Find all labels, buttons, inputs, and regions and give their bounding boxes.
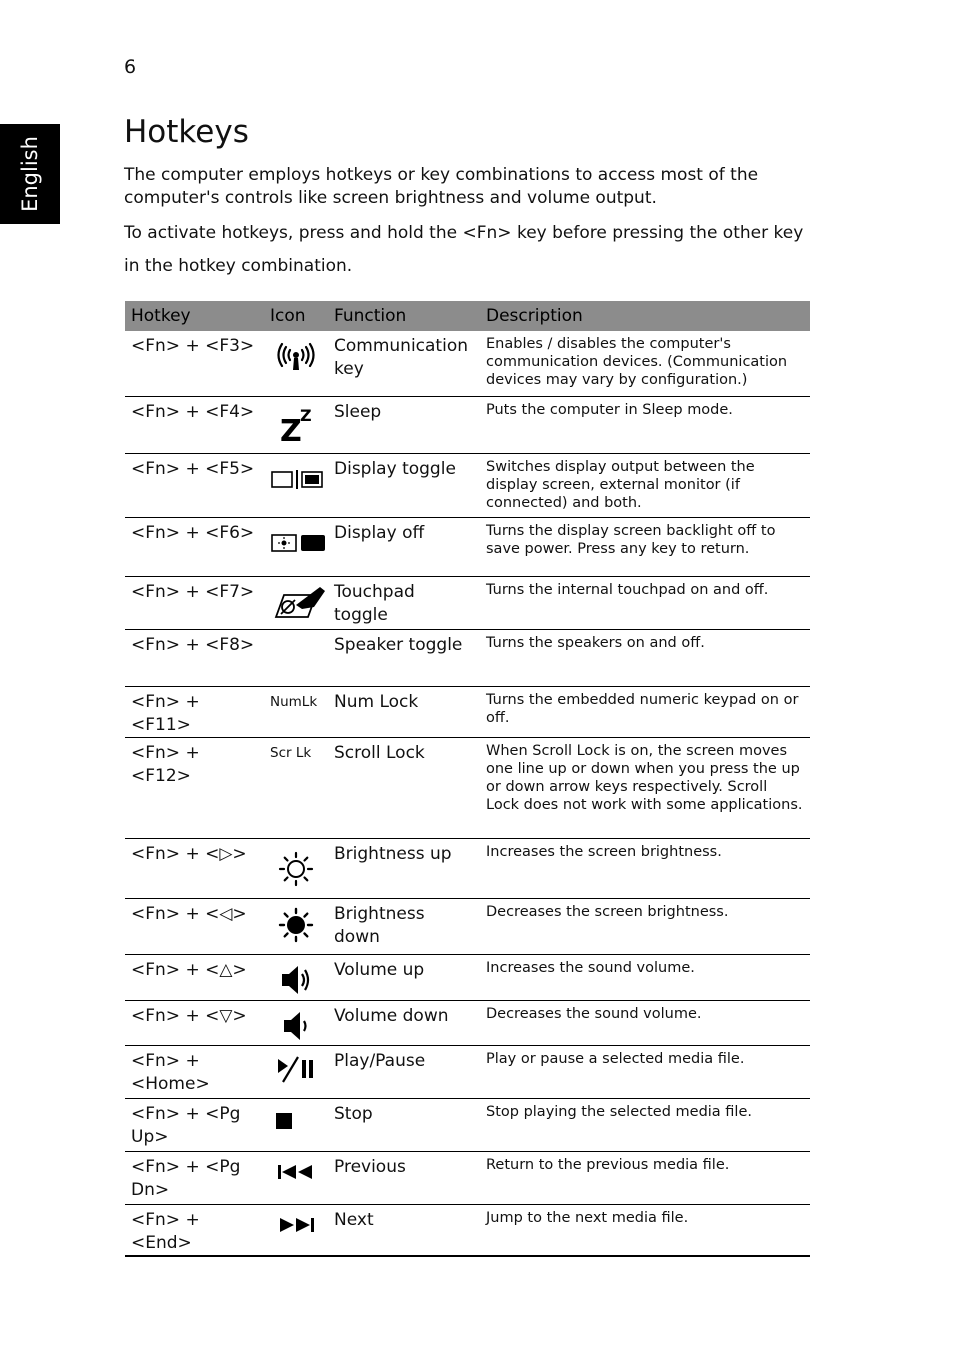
hotkey-cell: <Fn> + <F5> xyxy=(125,453,264,517)
table-row xyxy=(125,396,810,453)
function-cell: Display off xyxy=(328,517,480,576)
description-cell: Switches display output between the display screen, external monitor (if connected) and both. xyxy=(480,453,810,517)
table-row xyxy=(125,686,810,737)
fn-key-label: <Fn> xyxy=(462,223,512,243)
hotkey-cell: <Fn> + <F7> xyxy=(125,576,264,629)
table-row xyxy=(125,898,810,954)
description-cell: Increases the screen brightness. xyxy=(480,838,810,898)
hotkey-cell: <Fn> + <Pg Dn> xyxy=(125,1151,264,1204)
intro-activation-paragraph xyxy=(124,217,814,283)
function-cell: Communication key xyxy=(328,331,480,396)
function-cell: Display toggle xyxy=(328,453,480,517)
description-cell: Stop playing the selected media file. xyxy=(480,1098,810,1151)
brightness-down-icon xyxy=(270,907,322,943)
header-function: Function xyxy=(328,301,480,331)
hotkey-cell: <Fn> + <Pg Up> xyxy=(125,1098,264,1151)
function-cell: Num Lock xyxy=(328,686,480,737)
function-cell: Volume down xyxy=(328,1000,480,1045)
next-icon xyxy=(270,1215,322,1235)
volume-down-icon xyxy=(270,1009,322,1043)
hotkey-cell: <Fn> + <F4> xyxy=(125,396,264,453)
hotkey-cell: <Fn> + <Home> xyxy=(125,1045,264,1098)
touchpad-toggle-icon xyxy=(270,585,322,621)
function-cell: Sleep xyxy=(328,396,480,453)
table-row xyxy=(125,1045,810,1098)
page-number: 6 xyxy=(124,56,137,78)
volume-up-icon xyxy=(270,963,322,997)
function-cell: Touchpad toggle xyxy=(328,576,480,629)
intro-text-start: To activate hotkeys, press and hold the xyxy=(124,223,463,243)
table-row xyxy=(125,954,810,1000)
table-row xyxy=(125,1000,810,1045)
page-title: Hotkeys xyxy=(124,114,249,150)
hotkey-cell: <Fn> + <F6> xyxy=(125,517,264,576)
header-hotkey: Hotkey xyxy=(125,301,264,331)
function-cell: Brightness up xyxy=(328,838,480,898)
description-cell: When Scroll Lock is on, the screen moves one line up or down when you press the up or down arrow keys respectively. Scroll Lock does not work with some applications. xyxy=(480,737,810,838)
function-cell: Brightness down xyxy=(328,898,480,954)
function-cell: Previous xyxy=(328,1151,480,1204)
svg-text:Z: Z xyxy=(300,405,312,425)
hotkey-cell: <Fn> + <F11> xyxy=(125,686,264,737)
language-tab-label: English xyxy=(18,136,42,212)
table-row xyxy=(125,1098,810,1151)
description-cell: Enables / disables the computer's communication devices. (Communication devices may vary by configuration.) xyxy=(480,331,810,396)
language-tab xyxy=(0,124,60,224)
description-cell: Decreases the sound volume. xyxy=(480,1000,810,1045)
intro-text-end: key before pressing the other key in the hotkey combination. xyxy=(124,223,804,276)
hotkey-cell: <Fn> + <F12> xyxy=(125,737,264,838)
scroll-lock-label: Scr Lk xyxy=(270,744,312,761)
hotkey-cell: <Fn> + <▷> xyxy=(125,838,264,898)
header-description: Description xyxy=(480,301,810,331)
table-row xyxy=(125,1151,810,1204)
previous-icon xyxy=(270,1162,322,1182)
description-cell: Jump to the next media file. xyxy=(480,1204,810,1256)
description-cell: Turns the embedded numeric keypad on or off. xyxy=(480,686,810,737)
communication-icon xyxy=(270,339,322,375)
table-row xyxy=(125,629,810,686)
svg-text:Z: Z xyxy=(280,413,302,445)
header-icon: Icon xyxy=(264,301,328,331)
table-row xyxy=(125,1204,810,1256)
function-cell: Volume up xyxy=(328,954,480,1000)
description-cell: Return to the previous media file. xyxy=(480,1151,810,1204)
description-cell: Increases the sound volume. xyxy=(480,954,810,1000)
hotkey-cell: <Fn> + <F3> xyxy=(125,331,264,396)
table-header-row xyxy=(125,301,810,331)
display-off-icon xyxy=(270,532,322,554)
function-cell: Scroll Lock xyxy=(328,737,480,838)
intro-paragraph: The computer employs hotkeys or key combinations to access most of the computer's controls like screen brightness and volume output. xyxy=(124,165,759,208)
hotkey-cell: <Fn> + <▽> xyxy=(125,1000,264,1045)
table-row xyxy=(125,331,810,396)
description-cell: Turns the speakers on and off. xyxy=(480,629,810,686)
numlock-label: NumLk xyxy=(270,693,318,710)
function-cell: Play/Pause xyxy=(328,1045,480,1098)
function-cell: Speaker toggle xyxy=(328,629,480,686)
display-toggle-icon xyxy=(270,468,322,492)
description-cell: Turns the display screen backlight off to save power. Press any key to return. xyxy=(480,517,810,576)
description-cell: Decreases the screen brightness. xyxy=(480,898,810,954)
hotkey-cell: <Fn> + <◁> xyxy=(125,898,264,954)
description-cell: Turns the internal touchpad on and off. xyxy=(480,576,810,629)
table-row xyxy=(125,453,810,517)
table-row xyxy=(125,576,810,629)
hotkey-cell: <Fn> + <End> xyxy=(125,1204,264,1256)
function-cell: Next xyxy=(328,1204,480,1256)
function-cell: Stop xyxy=(328,1098,480,1151)
table-row xyxy=(125,737,810,838)
table-row xyxy=(125,517,810,576)
play-pause-icon xyxy=(270,1054,322,1084)
hotkeys-table xyxy=(125,301,810,1257)
icon-cell-empty xyxy=(264,629,328,686)
hotkey-cell: <Fn> + <△> xyxy=(125,954,264,1000)
brightness-up-icon xyxy=(270,851,322,887)
description-cell: Puts the computer in Sleep mode. xyxy=(480,396,810,453)
table-row xyxy=(125,838,810,898)
stop-icon xyxy=(270,1109,322,1133)
hotkey-cell: <Fn> + <F8> xyxy=(125,629,264,686)
sleep-icon xyxy=(270,405,322,445)
description-cell: Play or pause a selected media file. xyxy=(480,1045,810,1098)
